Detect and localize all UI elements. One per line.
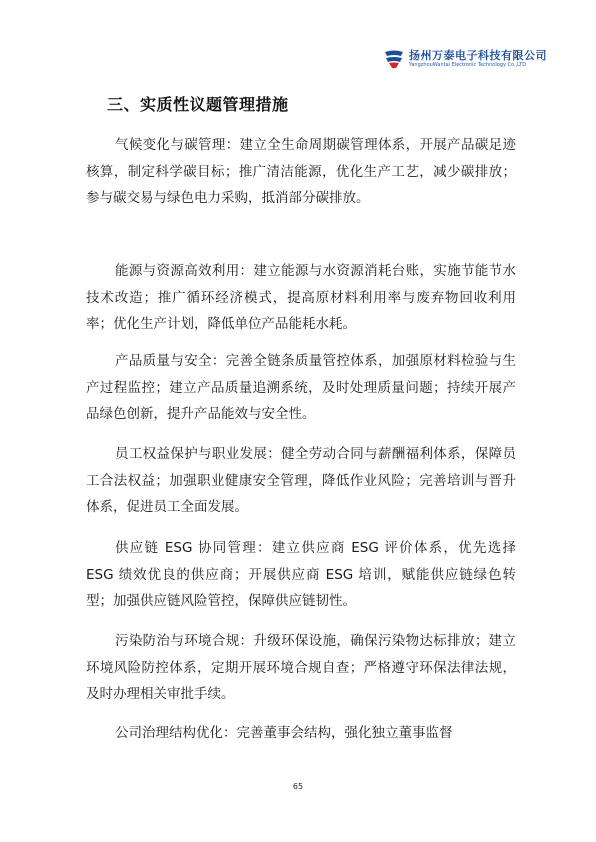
paragraph-quality: 产品质量与安全：完善全链条质量管控体系，加强原材料检验与生产过程监控；建立产品质量追溯系统，及时处理质量问题；持续开展产品绿色创新，提升产品能效与安全性。 [86, 353, 516, 423]
paragraph-supply-chain: 供应链 ESG 协同管理：建立供应商 ESG 评价体系，优先选择 ESG 绩效优良的供应商；开展供应商 ESG 培训，赋能供应链绿色转型；加强供应链风险管控，保障供应链韧性。 [86, 540, 516, 610]
paragraph-energy: 能源与资源高效利用：建立能源与水资源消耗台账，实施节能节水技术改造；推广循环经济模式，提高原材料利用率与废弃物回收利用率；优化生产计划，降低单位产品能耗水耗。 [86, 263, 516, 333]
paragraph-governance: 公司治理结构优化：完善董事会结构，强化独立董事监督 [115, 725, 453, 741]
paragraph-pollution: 污染防治与环境合规：升级环保设施，确保污染物达标排放；建立环境风险防控体系，定期开展环境合规自查；严格遵守环保法律法规，及时办理相关审批手续。 [86, 633, 516, 703]
paragraph-climate: 气候变化与碳管理：建立全生命周期碳管理体系，开展产品碳足迹核算，制定科学碳目标；推广清洁能源，优化生产工艺，减少碳排放；参与碳交易与绿色电力采购，抵消部分碳排放。 [86, 137, 516, 207]
company-name-cn: 扬州万泰电子科技有限公司 [409, 49, 547, 62]
section-title: 三、实质性议题管理措施 [107, 95, 289, 114]
company-name-en: YangzhouWantai Electronic Technology Co.,LTD [409, 62, 527, 68]
page-number: 65 [292, 782, 304, 791]
header-logo [383, 47, 547, 73]
company-logo-icon [383, 49, 405, 69]
paragraph-employee: 员工权益保护与职业发展：健全劳动合同与薪酬福利体系，保障员工合法权益；加强职业健康安全管理，降低作业风险；完善培训与晋升体系，促进员工全面发展。 [86, 446, 516, 516]
